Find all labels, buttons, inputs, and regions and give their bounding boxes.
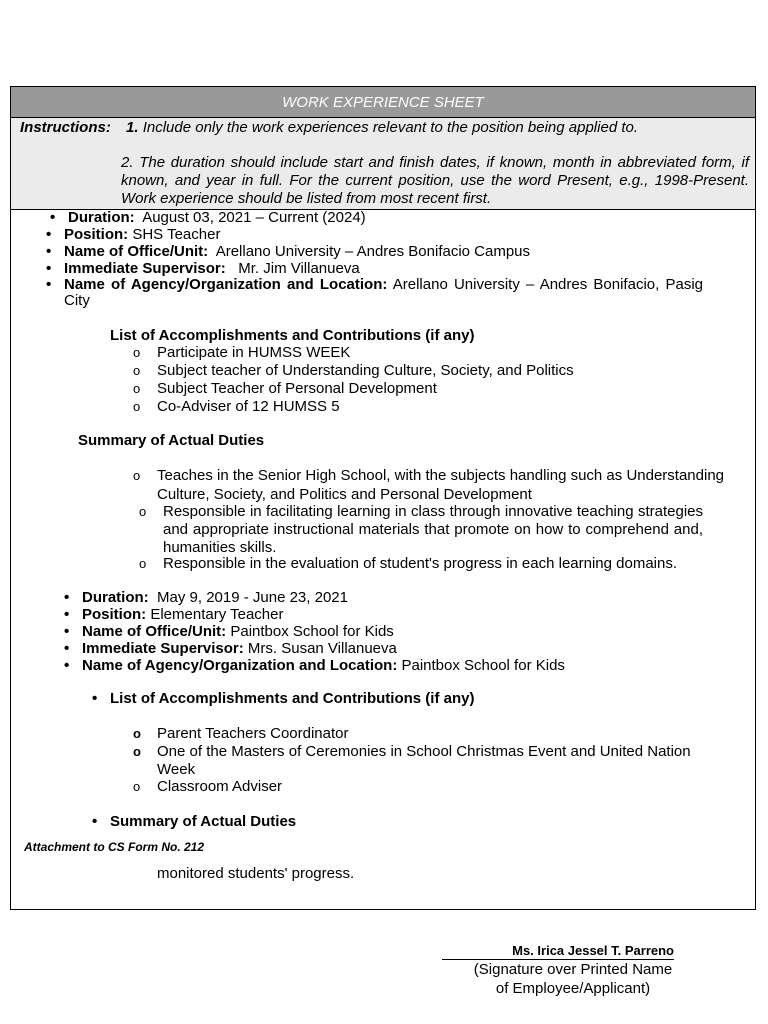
signature-caption: (Signature over Printed Name of Employee/Applicant) <box>473 961 673 997</box>
job1-accomplishment: o Subject Teacher of Personal Development <box>157 380 437 397</box>
instruction-1: 1. Include only the work experiences relevant to the position being applied to. <box>126 119 639 136</box>
job1-duties-title: Summary of Actual Duties <box>78 432 265 449</box>
job1-agency: • Name of Agency/Organization and Location: Arellano University – Andres Bonifacio, Pasig City <box>64 277 703 309</box>
job2-position: • Position: Elementary Teacher <box>82 606 283 623</box>
job1-accomplishment: o Subject teacher of Understanding Culture, Society, and Politics <box>157 362 574 379</box>
job2-accomplishment: o One of the Masters of Ceremonies in School Christmas Event and United Nation Week <box>157 743 717 779</box>
job2-duties-title: • Summary of Actual Duties <box>110 813 296 830</box>
job2-agency: • Name of Agency/Organization and Location: Paintbox School for Kids <box>82 657 565 674</box>
job1-accomplishment: o Participate in HUMSS WEEK <box>157 344 350 361</box>
job2-office: • Name of Office/Unit: Paintbox School for Kids <box>82 623 394 640</box>
job2-duration: • Duration: May 9, 2019 - June 23, 2021 <box>82 589 348 606</box>
job1-duty: o Responsible in facilitating learning in class through innovative teaching strategies and appropriate instructional materials that promote on how to comprehend and, humanities skills. <box>163 503 703 557</box>
job1-accomplishment: o Co-Adviser of 12 HUMSS 5 <box>157 398 340 415</box>
job1-duty: o Teaches in the Senior High School, with the subjects handling such as Understanding Culture, Society, and Politics and Personal Development <box>157 466 753 504</box>
job1-duration: • Duration: August 03, 2021 – Current (2024) <box>68 209 366 226</box>
job1-duty: o Responsible in the evaluation of student's progress in each learning domains. <box>163 555 677 572</box>
job2-supervisor: • Immediate Supervisor: Mrs. Susan Villanueva <box>82 640 397 657</box>
instructions-box <box>11 118 755 210</box>
signature-name: Ms. Irica Jessel T. Parreno <box>442 943 674 960</box>
job2-accomplishments-title: • List of Accomplishments and Contributions (if any) <box>110 690 474 707</box>
instruction-2: 2. The duration should include start and finish dates, if known, month in abbreviated form, if known, and year in full. For the current position, use the word Present, e.g., 1998-Present. Work experience should be listed from most recent first. <box>121 154 749 207</box>
job1-supervisor: • Immediate Supervisor: Mr. Jim Villanueva <box>64 260 360 277</box>
job2-accomplishment: o Parent Teachers Coordinator <box>157 725 349 742</box>
job1-accomplishments-title: List of Accomplishments and Contributions (if any) <box>110 327 475 344</box>
instructions-label: Instructions: <box>20 119 111 136</box>
job1-position: • Position: SHS Teacher <box>64 226 220 243</box>
sheet-title: WORK EXPERIENCE SHEET <box>11 87 755 118</box>
attachment-note: Attachment to CS Form No. 212 <box>24 840 205 854</box>
job2-accomplishment: o Classroom Adviser <box>157 778 282 795</box>
job1-office: • Name of Office/Unit: Arellano University – Andres Bonifacio Campus <box>64 243 530 260</box>
job2-duty-partial: monitored students' progress. <box>157 865 355 882</box>
